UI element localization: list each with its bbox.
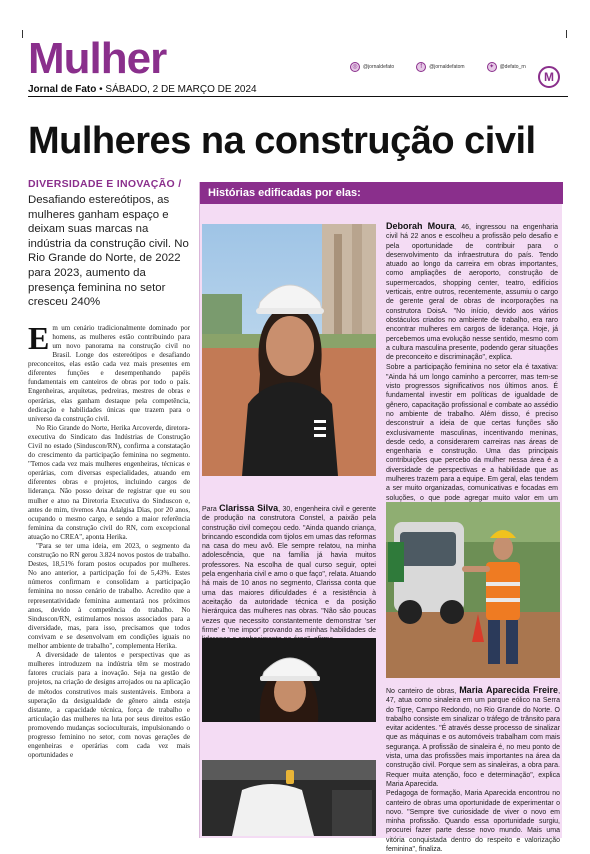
section-badge: M — [538, 66, 560, 88]
social-twitter[interactable] — [487, 62, 526, 72]
paper-name: Jornal de Fato — [28, 84, 97, 95]
story-paragraph: Sobre a participação feminina no setor ela é taxativa: "Ainda há um longo caminho a percorrer, mas tem-se visto progressos significativos nos últimos anos. É fundamental investir em políticas de igualdade de gênero, capacitação profissional e combate ao assédio no ambiente de trabalho. Além disso, é preciso desconstruir a ideia de que certas funções são exclusivamente masculinas, incentivando meninas, desde cedo, a considerarem carreiras nas áreas de engenharia e construção. Uma das principais contribuições que percebo da mulher nessa área é a diversidade de perspectivas e a habilidade que as mulheres trazem para a equipe. Em geral, elas tendem a ser muito organizadas, comunicativas e focadas em soluções, o que pode agregar muito valor em um — [386, 364, 558, 502]
story-paragraph: Pedagoga de formação, Maria Aparecida encontrou no canteiro de obras uma oportunidade de experimentar o novo. "Sempre tive curiosidade de viver o novo em minha profissão. Quando essa oportunidade surgiu, procurei fazer parte desse novo mundo. Mais uma vitória conquistada dentro do respeito e valorização feminina", finaliza. — [386, 790, 560, 854]
article-paragraph: "Para se ter uma ideia, em 2023, o segmento da construção no RN gerou 3.824 novos postos de trabalho. Destes, 18,51% foram postos ocupados por mulheres. No ano anterior, a participação foi de 5,43%. Estes números confirmam e consolidam a participação feminina no nosso cenário de trabalho. Acredito que a representatividade feminina aumentará nos próximos anos, devido à competência do trabalho. No Sinduscon/RN, estimulamos nossos associados para a diversidade, mas, para isso, precisamos que todos convivam e se desenvolvam em condições iguais no melhor ambiente de trabalho", complementa Herika. — [28, 542, 190, 651]
social-links — [350, 62, 526, 72]
masthead — [28, 36, 568, 98]
twitter-icon: ✦ — [487, 62, 497, 72]
article-body — [28, 319, 190, 761]
issue-date: SÁBADO, 2 DE MARÇO DE 2024 — [105, 84, 257, 95]
social-handle: @jornaldefato — [363, 64, 395, 70]
main-article — [28, 178, 190, 760]
article-paragraph: Em um cenário tradicionalmente dominado por homens, as mulheres estão contribuindo para um novo panorama na construção civil no Brasil. Longe dos estereótipos e desafiando preconceitos, elas estão cada vez mais presentes em diferentes funções e desempenhando papéis fundamentais em canteiros de obras por todo o país. Engenheiras, arquitetas, pedreiras, mestres de obras e operárias, elas ganham destaque pela competência, dedicação e habilidades únicas que trazem para o universo da construção civil. — [28, 319, 190, 423]
photo-maria — [386, 502, 560, 678]
social-handle: @defato_rn — [499, 64, 526, 70]
social-handle: @jornaldefatom — [429, 64, 465, 70]
story-deborah — [386, 222, 558, 512]
photo-clarissa-site — [202, 760, 376, 836]
clarissa-image — [202, 638, 376, 722]
separator: • — [99, 84, 106, 95]
photo-deborah — [202, 224, 376, 476]
deborah-image — [202, 224, 376, 476]
story-paragraph: No canteiro de obras, Maria Aparecida Freire, 47, atua como sinaleira em um parque eólico na Serra do Tigre, Campo Redondo, no Rio Grande do Norte. O trabalho consiste em sinalizar o tráfego de trânsito para evitar acidentes. "É através desse processo de sinalizar que as máquinas e os automóveis trabalham com mais segurança. A profissão de sinaleira é, no meu ponto de vista, uma das profissões mais importantes na área da construção civil. Porque sem as sinaleiras, a obra para. Requer muita atenção, foco e determinação", explica Maria Aparecida. — [386, 685, 561, 788]
clarissa-site-image — [202, 760, 376, 836]
maria-image — [386, 502, 560, 678]
paper-info — [28, 84, 257, 95]
article-paragraph: No Rio Grande do Norte, Herika Arcoverde, diretora-executiva do Sindicato das Indústrias de Construção Civil no estado (Sinduscon/RN), confirma a constatação do crescimento da participação feminina no segmento. "Temos cada vez mais mulheres engenheiras, técnicas e operárias, com diversas especialidades, atuando em diferentes obras e projetos, incluindo cargos de liderança. Não posso deixar de registrar que eu sou mulher e atuo na Diretoria Executiva do Sinduscon e, antes de mim, tivemos Ana Adalgisa Dias, por 20 anos, ocupando o mesmo cargo, e sendo a maior referência feminina da construção civil do RN, com excepcional atuação no CREA", aponta Herika. — [28, 423, 190, 541]
social-instagram[interactable] — [350, 62, 394, 72]
article-kicker: DIVERSIDADE E INOVAÇÃO / — [28, 178, 182, 190]
story-maria — [386, 686, 560, 854]
facebook-icon: f — [416, 62, 426, 72]
story-paragraph: Para Clarissa Silva, 30, engenheira civil e gerente de produção na construtora Constel, a paixão pela construção civil começou cedo. "Ainda quando criança, brincando escondida com tijolos em umas das reformas na casa do meu avô. Ele sempre relatou, na minha adolescência, que na família já havia muitos professores. Na escolha de qual curso seguir, optei pela engenharia civil e amo o que faço", relata. Atuando há mais de 10 anos no segmento, Clarissa conta que uma das maiores dificuldades é a resistência à aceitação da autoridade técnica e da posição hierárquica das mulheres nas obras. "Não são poucas vezes que necessito constantemente demonstrar 'ser firme' e 'me impor' provando as minhas habilidades de — [202, 503, 377, 634]
stories-panel — [199, 182, 562, 854]
story-name: Clarissa Silva — [219, 503, 279, 513]
page-headline — [28, 118, 568, 164]
photo-clarissa — [202, 638, 376, 722]
section-brand: Mulher — [28, 34, 167, 83]
social-facebook[interactable] — [416, 62, 464, 72]
panel-title: Histórias edificadas por elas: — [200, 182, 563, 204]
story-name: Deborah Moura — [386, 221, 455, 231]
story-name: Maria Aparecida Freire — [459, 685, 559, 695]
masthead-rule — [28, 96, 568, 97]
drop-cap: E — [28, 319, 50, 356]
crop-mark-left — [22, 30, 23, 38]
headline-bold: Mulheres — [28, 120, 191, 162]
headline-rest: na construção civil — [190, 120, 536, 162]
instagram-icon: ◎ — [350, 62, 360, 72]
article-deck: Desafiando estereótipos, as mulheres ganham espaço e deixam suas marcas na indústria da construção civil. No Rio Grande do Norte, de 2022 para 2023, aumento da presença feminina no setor cresceu 240% — [28, 194, 189, 309]
article-paragraph: A diversidade de talentos e perspectivas que as mulheres introduzem na indústria têm se mostrado fatores cruciais para a inovação. Seja na gestão de projetos, na criação de designs arrojados ou na aplicação de métodos construtivos mais sustentáveis. Embora a superação da desigualdade de gênero ainda esteja distante, a capacidade técnica, força de trabalho e articulação das mulheres na luta por seus direitos estão promovendo mudanças socioculturais, impulsionando o progresso feminino no setor, com novas gerações de engenheiras e operárias com cada vez mais oportunidades e — [28, 651, 190, 760]
story-paragraph: Deborah Moura, 46, ingressou na engenharia civil há 22 anos e escolheu a profissão pelo desafio e pela oportunidade de contribuir para o desenvolvimento da infraestrutura do país. Tendo atuado ao longo da carreira em obras importantes, como ampliações de aeroporto, construção de supermercados, shopping center, teatro, edifícios verticais, entre outros, recentemente, assumiu o cargo de gerente geral de obras de incorporações na construtora DoisA. "No início, devido aos vários obstáculos criados no ambiente de trabalho, era raro encontrar mulheres em cargos de liderança. Hoje, já percebemos uma evolução nesse sentido, mesmo com a cultura masculina presente, podendo gerar situações de preconceito e discriminação", explica. — [386, 221, 558, 362]
story-clarissa — [202, 504, 376, 644]
